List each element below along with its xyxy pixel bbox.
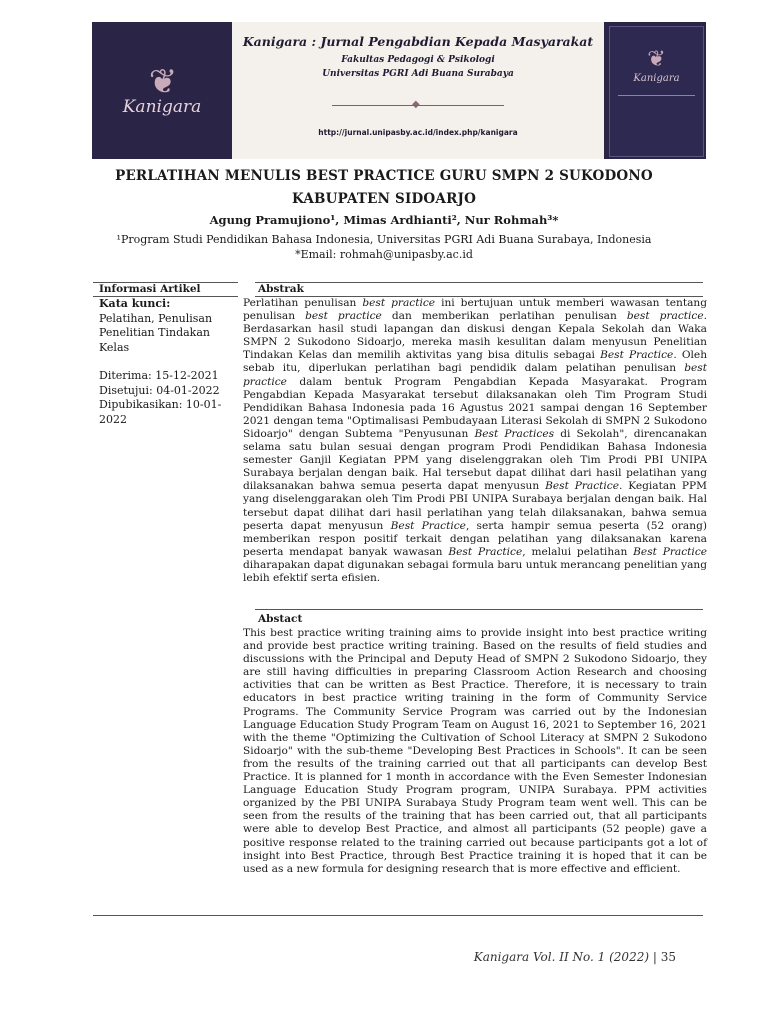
article-info bbox=[99, 297, 234, 427]
ornament-icon: ❦ bbox=[148, 61, 176, 102]
abstrak-text: Perlatihan penulisan best practice ini bertujuan untuk memberi wawasan tentang penulisan best practice dan memberikan perlatihan penulisan best practice. Berdasarkan hasil studi lapangan dan diskusi dengan Kepala Sekolah dan Waka SMPN 2 Sukodono Sidoarjo, mereka masih kesulitan dalam menyusun Penelitian Tindakan Kelas dan memilih aktivitas yang bisa ditulis sebagai Best Practice. Oleh sebab itu, diperlukan perlatihan bagi pendidik dalam pelatihan penulisan best practice dalam bentuk Program Pengabdian Kepada Masyarakat. Program Pengabdian Kepada Masyarakat tersebut dilaksanakan oleh Tim Program Studi Pendidikan Bahasa Indonesia pada 16 Agustus 2021 sampai dengan 16 September 2021 dengan tema "Optimalisasi Pembudayaan Literasi Sekolah di SMPN 2 Sukodono Sidoarjo" dengan Subtema "Penyusunan Best Practices di Sekolah", direncanakan selama satu bulan sesuai dengan program Prodi Pendidikan Bahasa Indonesia semester Ganjil Kegiatan PPM yang diselenggrakan oleh Tim Prodi PBI UNIPA Surabaya berjalan dengan baik. Hal tersebut dapat dilihat dari hasil pelatihan yang dilaksanakan bahwa semua peserta dapat menyusun Best Practice. Kegiatan PPM yang diselenggarakan oleh Tim Prodi PBI UNIPA Surabaya berjalan dengan baik. Hal tersebut dapat dilihat dari hasil perlatihan yang telah dilaksanakan, bahwa semua peserta dapat menyusun Best Practice, serta hampir semua peserta (52 orang) memberikan respon positif terkait dengan pelatihan yang dilaksanakan karena peserta mendapat banyak wawasan Best Practice, melalui pelatihan Best Practice diharapakan dapat digunakan sebagai formula baru untuk merancang penelitian yang lebih efektif serta efisien. bbox=[243, 297, 708, 584]
received-date: Diterima: 15-12-2021 bbox=[99, 369, 219, 382]
page-number: | 35 bbox=[652, 950, 676, 964]
journal-cover-thumbnail bbox=[609, 26, 704, 157]
journal-university: Universitas PGRI Adi Buana Surabaya bbox=[322, 69, 514, 79]
cover-divider bbox=[618, 95, 695, 96]
logo-text: Kanigara bbox=[122, 96, 202, 117]
abstract-top-rule bbox=[255, 282, 703, 283]
footer-citation: Kanigara Vol. II No. 1 (2022) bbox=[473, 950, 650, 964]
kanigara-logo bbox=[92, 22, 232, 159]
article-title-line1: PERLATIHAN MENULIS BEST PRACTICE GURU SMPN 2 SUKODONO bbox=[115, 168, 653, 184]
journal-faculty: Fakultas Pedagogi & Psikologi bbox=[341, 55, 495, 65]
affiliation: ¹Program Studi Pendidikan Bahasa Indonesia, Universitas PGRI Adi Buana Surabaya, Indonesia bbox=[116, 233, 652, 246]
divider-ornament-icon: ◆ bbox=[412, 99, 420, 110]
keywords-label: Kata kunci: bbox=[99, 297, 171, 310]
published-date: Dipubikasikan: 10-01-2022 bbox=[99, 398, 222, 426]
cover-title: Kanigara bbox=[633, 73, 680, 84]
email[interactable]: *Email: rohmah@unipasby.ac.id bbox=[295, 248, 473, 261]
journal-banner bbox=[92, 22, 706, 159]
accepted-date: Disetujui: 04-01-2022 bbox=[99, 383, 220, 397]
banner-center bbox=[232, 22, 604, 159]
bottom-rule bbox=[93, 915, 703, 916]
journal-url[interactable]: http://jurnal.unipasby.ac.id/index.php/kanigara bbox=[318, 128, 518, 137]
abstract-en-text: This best practice writing training aims to provide insight into best practice writing and provide best practice writing training. Based on the results of field studies and discussions with the Principal and Deputy Head of SMPN 2 Sukodono Sidoarjo, they are still having difficulties in preparing Classroom Action Research and choosing activities that can be written as Best Practice. Therefore, it is necessary to train educators in best practice writing training in the form of Community Service Programs. The Community Service Program was carried out by the Indonesian Language Education Study Program Team on August 16, 2021 to September 16, 2021 with the theme "Optimizing the Cultivation of School Literacy at SMPN 2 Sukodono Sidoarjo" with the sub-theme "Developing Best Practices in Schools". It can be seen from the results of the training carried out that all participants can develop Best Practice. It is planned for 1 month in accordance with the Even Semester Indonesian Language Education Study Program program, UNIPA Surabaya. PPM activities organized by the PBI UNIPA Surabaya Study Program team went well. This can be seen from the results of the training that has been carried out, that all participants were able to develop Best Practice, and almost all participants (52 people) gave a positive response related to the training carried out because participants got a lot of insight into Best Practice, through Best Practice training it is hoped that it can be used as a new formula for designing research that is more effective and efficient. bbox=[243, 627, 707, 875]
article-title-line2: KABUPATEN SIDOARJO bbox=[291, 191, 477, 207]
abstrak-header: Abstrak bbox=[258, 283, 304, 295]
cover-ornament-icon: ❦ bbox=[647, 47, 666, 72]
keywords: Pelatihan, Penulisan Penelitian Tindakan Kelas bbox=[99, 311, 213, 354]
abstract-en-rule bbox=[255, 609, 703, 610]
abstract-en-header: Abstact bbox=[258, 613, 303, 625]
page-footer bbox=[474, 950, 676, 964]
journal-title: Kanigara : Jurnal Pengabdian Kepada Masyarakat bbox=[242, 34, 594, 49]
authors: Agung Pramujiono¹, Mimas Ardhianti², Nur Rohmah³* bbox=[209, 213, 559, 227]
info-header: Informasi Artikel bbox=[99, 283, 201, 295]
banner-divider bbox=[332, 105, 504, 106]
